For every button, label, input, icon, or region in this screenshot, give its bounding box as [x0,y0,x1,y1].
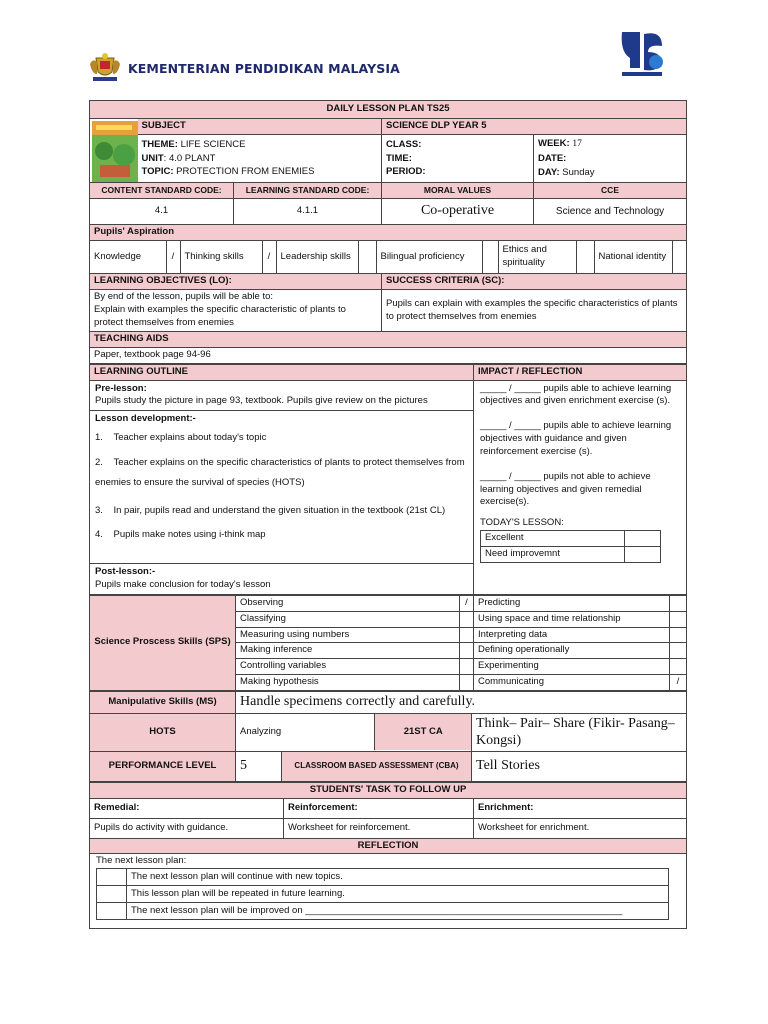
cce-value: Science and Technology [534,199,687,225]
option-2-text: This lesson plan will be repeated in future learning. [127,886,669,903]
impact-reinforcement: _____ / _____ pupils able to achieve learning objectives with guidance and given reinforcement exercise (s). [480,420,672,457]
need-improvement-check [625,546,661,562]
cce-label: CCE [534,183,687,199]
subject-label: SUBJECT [138,119,382,135]
asp-ethics: Ethics and spirituality [498,241,576,273]
dev-step-4: 4. Pupils make notes using i-think map [95,528,266,540]
plan-title: DAILY LESSON PLAN TS25 [90,101,687,119]
excellent-option: Excellent [481,530,625,546]
ms-value: Handle specimens correctly and carefully. [236,691,687,713]
outline-label: LEARNING OUTLINE [90,364,474,380]
followup-table [89,782,687,930]
day-value: Sunday [562,166,595,178]
ministry-title: KEMENTERIAN PENDIDIKAN MALAYSIA [128,60,400,76]
asp-ethics-tick [576,241,594,273]
reflection-body [90,854,687,929]
class-time-cell: CLASS: TIME: PERIOD: [382,135,534,183]
csc-value: 4.1 [90,199,234,225]
textbook-cover-icon [90,120,140,182]
aids-text: Paper, textbook page 94-96 [90,347,687,363]
impact-label: IMPACT / REFLECTION [474,364,687,380]
lo-label: LEARNING OBJECTIVES (LO): [90,274,382,290]
option-3-check [97,903,127,920]
asp-national-tick [672,241,687,273]
sps-inference: Making inference [236,643,460,659]
next-lesson-label: The next lesson plan: [96,855,187,867]
asp-thinking-tick: / [262,241,276,273]
week-value: 17 [572,139,582,150]
dev-step-1: 1. Teacher explains about today's topic [95,432,267,444]
pl-label: PERFORMANCE LEVEL [90,751,236,781]
sps-communicating-tick: / [670,674,687,690]
ca-label: 21ST CA [374,714,472,750]
mv-value: Co-operative [382,199,534,225]
asp-leadership: Leadership skills [276,241,358,273]
skills-table [89,691,687,782]
outline-body: Pre-lesson: Pupils study the picture in page 93, textbook. Pupils give review on the pictures Lesson development:- 1. Teacher explains about today's topic 2. Teacher explains on the specific characteristics of plants to protect themselves from enemies to ensure the survival of species (HOTS) 3. In pair, pupils read and understand the given situation in the textbook (21st CL) 4. Pupils make notes using i-think map Post-lesson:- Pupils make conclusion for today's lesson [90,380,474,594]
sps-interpreting: Interpreting data [474,627,670,643]
ca-value: Think– Pair– Share (Fikir- Pasang– Kongsi) [472,713,687,751]
asp-national: National identity [594,241,672,273]
sps-experimenting: Experimenting [474,659,670,675]
hots-value: Analyzing [236,714,374,750]
lesson-plan-document [89,100,686,929]
hots-label: HOTS [90,713,236,751]
asp-bilingual: Bilingual proficiency [376,241,482,273]
pl-value: 5 [236,751,282,781]
outline-table [89,364,687,595]
impact-remedial: _____ / _____ pupils not able to achieve learning objectives and given remedial exercise(s). [480,470,651,508]
sps-communicating: Communicating [474,674,670,690]
sps-observing-tick: / [460,595,474,611]
sps-controlling: Controlling variables [236,659,460,675]
dev-step-3: 3. In pair, pupils read and understand the given situation in the textbook (21st CL) [95,504,446,516]
asp-knowledge: Knowledge [90,241,166,273]
aspiration-label: Pupils' Aspiration [90,225,687,241]
sps-hypothesis: Making hypothesis [236,674,460,690]
dev-step-2: 2. Teacher explains on the specific characteristics of plants to protect themselves from enemies to ensure the survival of species (HOTS) [95,456,465,488]
sps-classifying: Classifying [236,611,460,627]
topic-value: PROTECTION FROM ENEMIES [176,166,315,178]
asp-knowledge-tick: / [166,241,180,273]
sps-predicting: Predicting [474,595,670,611]
option-3-text: The next lesson plan will be improved on ____________________________________________________________ [127,903,669,920]
sps-space-time: Using space and time relationship [474,611,670,627]
option-2-check [97,886,127,903]
lsc-value: 4.1.1 [234,199,382,225]
todays-lesson-label: TODAY'S LESSON: [480,517,564,529]
lesson-plan-table [89,100,687,364]
reinforcement-label: Reinforcement: [284,798,474,818]
remedial-label: Remedial: [90,798,284,818]
excellent-check [625,530,661,546]
enrichment-text: Worksheet for enrichment. [474,818,687,838]
cba-label: CLASSROOM BASED ASSESSMENT (CBA) [282,751,472,781]
post-lesson-text: Pupils make conclusion for today's lesson [95,579,271,591]
asp-leadership-tick [358,241,376,273]
remedial-text: Pupils do activity with guidance. [90,818,284,838]
aids-label: TEACHING AIDS [90,332,687,348]
impact-enrichment: _____ / _____ pupils able to achieve learning objectives and given enrichment exercise (s). [480,382,672,407]
cba-value: Tell Stories [472,751,687,781]
reinforcement-text: Worksheet for reinforcement. [284,818,474,838]
need-improvement-option: Need improvemnt [481,546,625,562]
reflection-label: REFLECTION [90,838,687,854]
ts25-logo-icon [616,24,668,82]
option-1-check [97,869,127,886]
lsc-label: LEARNING STANDARD CODE: [234,183,382,199]
theme-cell: THEME: LIFE SCIENCE UNIT: 4.0 PLANT TOPIC: PROTECTION FROM ENEMIES [138,135,382,183]
unit-value: : 4.0 PLANT [163,152,216,164]
sc-text: Pupils can explain with examples the specific characteristics of plants to protect themselves from enemies [382,290,687,332]
subject-value: SCIENCE DLP YEAR 5 [382,119,687,135]
theme-value: LIFE SCIENCE [180,138,246,150]
ministry-header [88,52,400,84]
week-date-cell: WEEK: 17 DATE: DAY: Sunday [534,135,687,183]
cover-cell [90,119,138,183]
lo-text: By end of the lesson, pupils will be able to: Explain with examples the specific characteristic of plants to protect themselves from enemies [90,290,382,332]
pre-lesson-text: Pupils study the picture in page 93, textbook. Pupils give review on the pictures [95,395,428,407]
impact-body [474,380,687,594]
task-label: STUDENTS' TASK TO FOLLOW UP [90,782,687,798]
sps-label: Science Proscess Skills (SPS) [90,595,236,690]
enrichment-label: Enrichment: [474,798,687,818]
asp-thinking: Thinking skills [180,241,262,273]
csc-label: CONTENT STANDARD CODE: [90,183,234,199]
sps-table [89,595,687,691]
aspiration-row [90,241,687,274]
mv-label: MORAL VALUES [382,183,534,199]
ms-label: Manipulative Skills (MS) [90,691,236,713]
option-1-text: The next lesson plan will continue with new topics. [127,869,669,886]
sps-observing: Observing [236,595,460,611]
asp-bilingual-tick [482,241,498,273]
sps-measuring: Measuring using numbers [236,627,460,643]
sc-label: SUCCESS CRITERIA (SC): [382,274,687,290]
malaysia-crest-icon [88,52,122,84]
sps-defining: Defining operationally [474,643,670,659]
